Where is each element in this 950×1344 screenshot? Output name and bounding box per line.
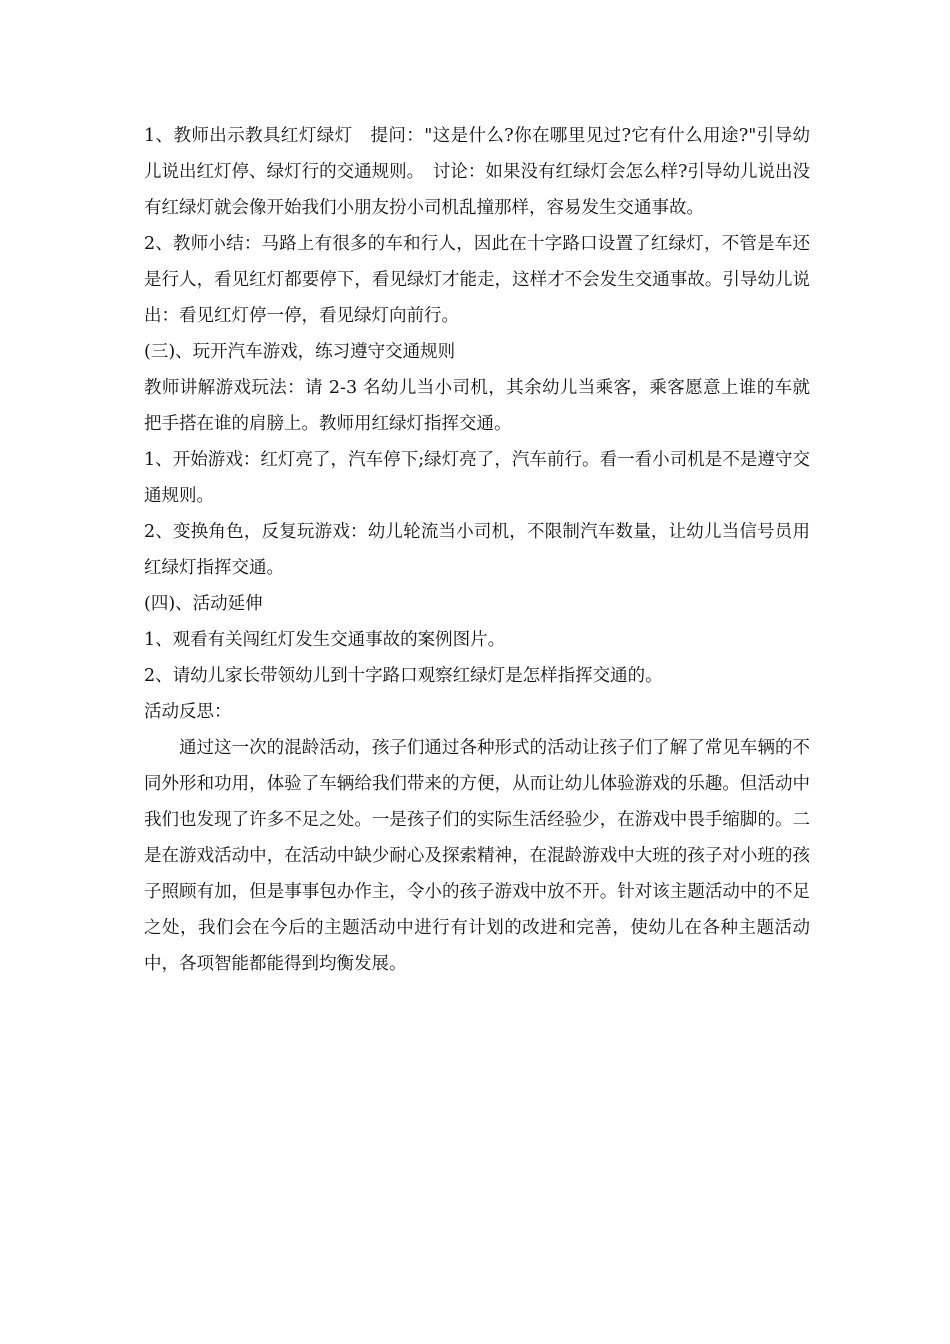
paragraph-reflection-body: 通过这一次的混龄活动，孩子们通过各种形式的活动让孩子们了解了常见车辆的不同外形和功用，体验了车辆给我们带来的方便，从而让幼儿体验游戏的乐趣。但活动中我们也发现了许多不足之处。一是孩子们的实际生活经验少，在游戏中畏手缩脚的。二是在游戏活动中，在活动中缺少耐心及探索精神，在混龄游戏中大班的孩子对小班的孩子照顾有加，但是事事包办作主，令小的孩子游戏中放不开。针对该主题活动中的不足之处，我们会在今后的主题活动中进行有计划的改进和完善，使幼儿在各种主题活动中，各项智能都能得到均衡发展。 — [144, 738, 810, 974]
paragraph-switch-roles: 2、变换角色，反复玩游戏：幼儿轮流当小司机，不限制汽车数量，让幼儿当信号员用红绿灯指挥交通。 — [144, 522, 810, 578]
document-body — [144, 118, 810, 982]
paragraph-start-game: 1、开始游戏：红灯亮了，汽车停下;绿灯亮了，汽车前行。看一看小司机是不是遵守交通规则。 — [144, 450, 810, 506]
paragraph-game-rules: 教师讲解游戏玩法：请 2-3 名幼儿当小司机，其余幼儿当乘客，乘客愿意上谁的车就把手搭在谁的肩膀上。教师用红绿灯指挥交通。 — [144, 378, 810, 434]
section-heading-reflection: 活动反思： — [144, 702, 232, 722]
section-heading-extension: (四)、活动延伸 — [144, 594, 263, 614]
section-heading-car-game: (三)、玩开汽车游戏，练习遵守交通规则 — [144, 342, 456, 362]
paragraph-parents-observe: 2、请幼儿家长带领幼儿到十字路口观察红绿灯是怎样指挥交通的。 — [144, 666, 663, 686]
paragraph-teacher-shows-lights: 1、教师出示教具红灯绿灯 提问："这是什么?你在哪里见过?它有什么用途?"引导幼儿说出红灯停、绿灯行的交通规则。 讨论：如果没有红绿灯会怎么样?引导幼儿说出没有红绿灯就会像开始我们小朋友扮小司机乱撞那样，容易发生交通事故。 — [144, 126, 810, 218]
paragraph-watch-pictures: 1、观看有关闯红灯发生交通事故的案例图片。 — [144, 630, 506, 650]
paragraph-teacher-summary: 2、教师小结：马路上有很多的车和行人，因此在十字路口设置了红绿灯，不管是车还是行人，看见红灯都要停下，看见绿灯才能走，这样才不会发生交通事故。引导幼儿说出：看见红灯停一停，看见绿灯向前行。 — [144, 234, 810, 326]
